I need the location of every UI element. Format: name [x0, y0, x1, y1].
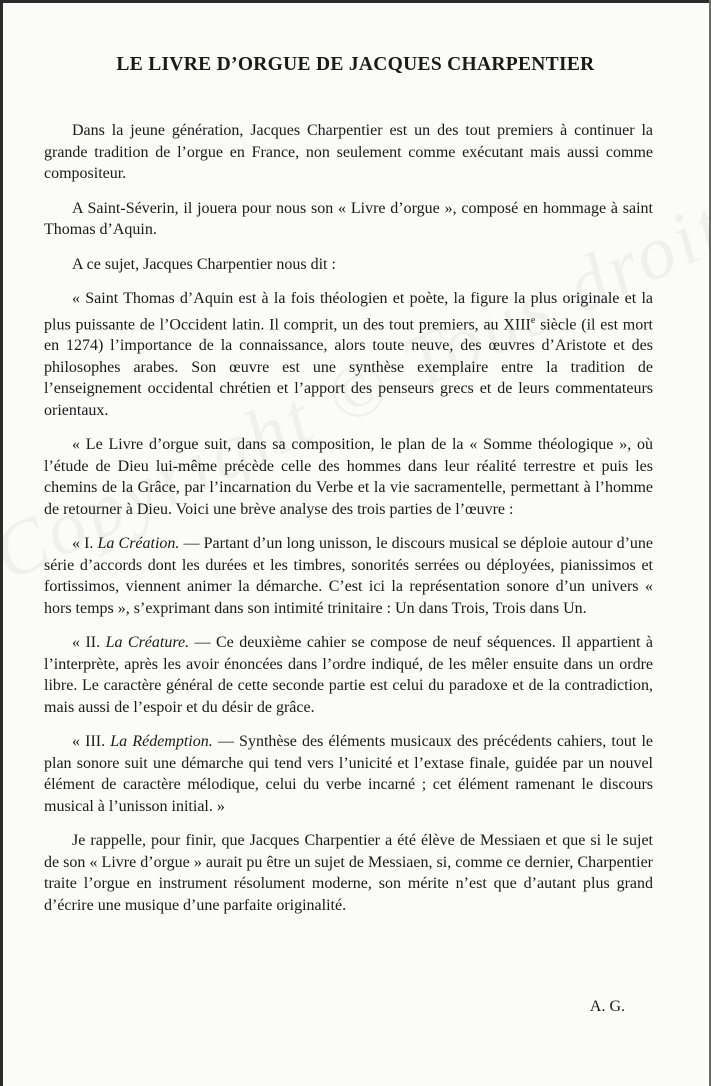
- italic-heading: La Rédemption.: [110, 733, 213, 751]
- text-run: — Partant d’un long unisson, le discours musical se déploie autour d’une série d’accords dont les durées et les timbres, sonorités serrées ou déployées, pianissimos et fortissimos, viennent animer la démarche. C’est ici la représentation sonore d’un univers « hors temps », s’exprimant dans son intimité trinitaire : Un dans Trois, Trois dans Un.: [44, 535, 653, 617]
- superscript: e: [530, 314, 536, 326]
- text-run: « III.: [72, 733, 111, 751]
- paragraph-5: [44, 434, 653, 520]
- paragraph-1: [44, 120, 653, 185]
- text-run: A Saint-Séverin, il jouera pour nous son « Livre d’orgue », composé en hommage à saint Thomas d’Aquin.: [44, 199, 653, 238]
- text-run: « I.: [72, 535, 98, 553]
- article-body: [44, 120, 653, 929]
- page-left-edge: [0, 0, 3, 1086]
- paragraph-3: [44, 254, 653, 276]
- text-run: « Saint Thomas d’Aquin est à la fois théologien et poète, la figure la plus originale et la plus puissante de l’Occident latin. Il comprit, un des tout premiers, au XIII: [44, 290, 653, 333]
- paragraph-8: [44, 731, 653, 817]
- paragraph-7: [44, 632, 653, 718]
- italic-heading: La Création.: [97, 535, 180, 553]
- italic-heading: La Créature.: [105, 634, 190, 652]
- text-run: Je rappelle, pour finir, que Jacques Charpentier a été élève de Messiaen et que si le sujet de son « Livre d’orgue » aurait pu être un sujet de Messiaen, si, comme ce dernier, Charpentier traite l’orgue en instrument résolument moderne, son mérite n’est que d’autant plus grand d’écrire une musique d’une parfaite originalité.: [44, 832, 653, 914]
- paragraph-6: [44, 533, 653, 619]
- text-run: « Le Livre d’orgue suit, dans sa composition, le plan de la « Somme théologique », où l’étude de Dieu lui-même précède celle des hommes dans leur réalité terrestre et puis les chemins de la Grâce, par l’incarnation du Verbe et la vie sacramentelle, permettant à l’homme de retourner à Dieu. Voici une brève analyse des trois parties de l’œuvre :: [44, 436, 653, 518]
- paragraph-2: [44, 198, 653, 241]
- text-run: Dans la jeune génération, Jacques Charpentier est un des tout premiers à continuer la grande tradition de l’orgue en France, non seulement comme exécutant mais aussi comme compositeur.: [44, 122, 653, 182]
- author-signature: A. G.: [589, 998, 625, 1015]
- page-title: LE LIVRE D’ORGUE DE JACQUES CHARPENTIER: [116, 54, 595, 75]
- text-run: — Synthèse des éléments musicaux des précédents cahiers, tout le plan sonore suit une démarche qui tend vers l’unicité et l’extase finale, guidée par un nouvel élément de caractère mélodique, celui du verbe incarné ; cet élément ramenant le discours musical à l’unisson initial. »: [44, 733, 653, 815]
- page-top-edge: [0, 0, 711, 3]
- text-run: « II.: [72, 634, 106, 652]
- text-run: siècle (il est mort en 1274) l’importance de la connaissance, alors toute neuve, des œuvres d’Aristote et des philosophes arabes. Son œuvre est une synthèse exemplaire entre la tradition de l’enseignement occidental chrétien et l’apport des penseurs grecs et de leurs commentateurs orientaux.: [44, 315, 653, 419]
- text-run: — Ce deuxième cahier se compose de neuf séquences. Il appartient à l’interprète, après les avoir énoncées dans l’ordre indiqué, de les mêler ensuite dans un ordre libre. Le caractère général de cette seconde partie est celui du paradoxe et de la contradiction, mais aussi de l’espoir et du désir de grâce.: [44, 634, 654, 716]
- text-run: A ce sujet, Jacques Charpentier nous dit :: [72, 255, 336, 273]
- paragraph-9: [44, 830, 653, 916]
- paragraph-4: [44, 288, 653, 421]
